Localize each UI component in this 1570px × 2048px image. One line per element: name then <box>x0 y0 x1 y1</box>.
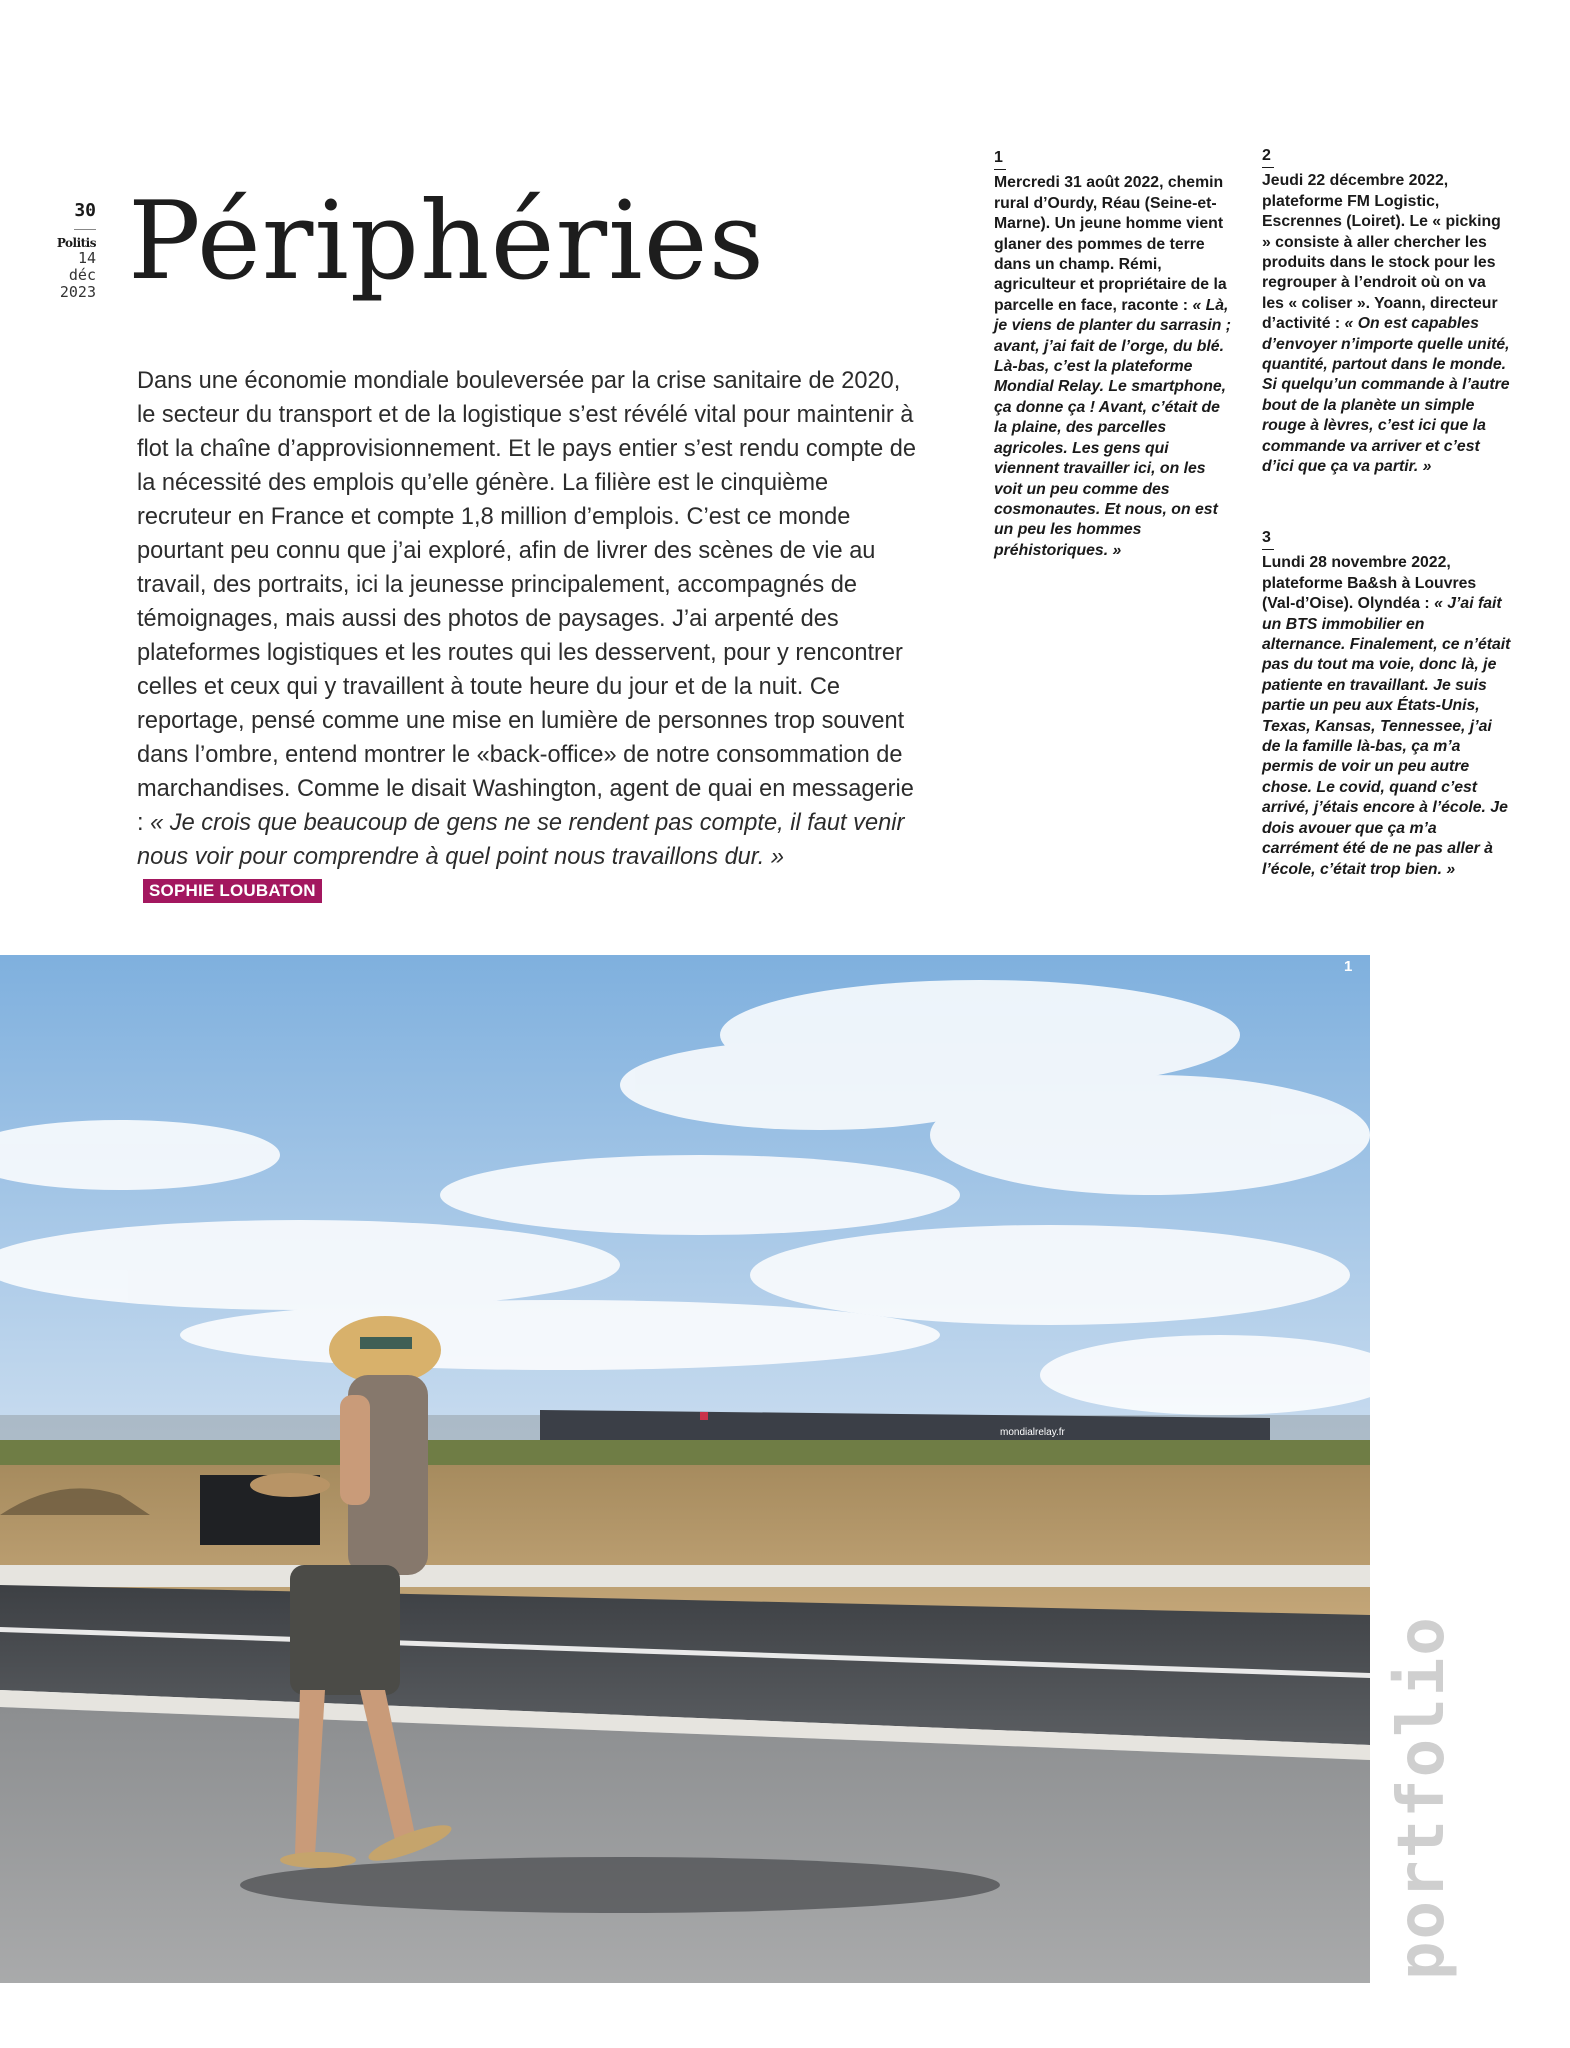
caption-number: 1 <box>994 148 1006 170</box>
shorts <box>290 1565 400 1695</box>
intro-body: Dans une économie mondiale bouleversée par la crise sanitaire de 2020, le secteur du transport et de la logistique s’est révélé vital pour maintenir à flot la chaîne d’approvisionnement. Et le pays entier s’est rendu compte de la nécessité des emplois qu’elle génère. La filière est le cinquième recruteur en France et compte 1,8 million d’emplois. C’est ce monde pourtant peu connu que j’ai exploré, afin de livrer des scènes de vie au travail, des portraits, ici la jeunesse principalement, accompagnés de témoignages, mais aussi des photos de paysages. J’ai arpenté des plateformes logistiques et les routes qui les desservent, pour y rencontrer celles et ceux qui y travaillent à toute heure du jour et de la nuit. Ce reportage, pensé comme une mise en lumière de personnes trop souvent dans l’ombre, entend montrer le «back-office» de notre consommation de marchandises. Comme le disait Washington, agent de quai en messagerie : <box>137 368 917 836</box>
straw-hat <box>329 1316 441 1384</box>
caption-quote: « On est capables d’envoyer n’importe quelle unité, quantité, partout dans le monde. Si quelqu’un commande à l’autre bout de la planète un simple rouge à lèvres, c’est ici que la commande va arriver et c’est d’ici que ça va partir. » <box>1262 315 1510 476</box>
folio <box>40 200 96 301</box>
caption-text <box>1262 553 1512 880</box>
author-credit: SOPHIE LOUBATON <box>143 879 322 903</box>
shadow <box>240 1857 1000 1913</box>
caption-text <box>994 173 1234 561</box>
caption-lead: Jeudi 22 décembre 2022, plateforme FM Logistic, Escrennes (Loiret). Le « picking » consiste à aller chercher les produits dans le stock pour les regrouper à l’endroit où on va les « coliser ». Yoann, directeur d’activité : <box>1262 172 1501 333</box>
photo-field-road <box>0 955 1370 1983</box>
caption-lead: Lundi 28 novembre 2022, plateforme Ba&sh à Louvres (Val-d’Oise). Olyndéa : <box>1262 554 1477 613</box>
intro-quote: « Je crois que beaucoup de gens ne se rendent pas compte, il faut venir nous voir pour comprendre à quel point nous travaillons dur. » <box>137 810 905 870</box>
photo-number: 1 <box>1344 958 1353 975</box>
caption-2 <box>1262 146 1512 478</box>
section-label: portfolio <box>1385 1615 1459 1980</box>
publication-logo: Politis <box>56 236 96 250</box>
caption-quote: « J’ai fait un BTS immobilier en alternance. Finalement, ce n’était pas du tout ma voie, donc là, je patiente en travaillant. Je suis partie un peu aux États-Unis, Texas, Kansas, Tennessee, j’ai de la famille là-bas, ça m’a permis de voir un peu autre chose. Le covid, quand c’est arrivé, j’étais encore à l’école. Je dois avouer que ça m’a carrément été de ne pas aller à l’école, c’était trop bien. » <box>1262 595 1511 878</box>
issue-day: 14 <box>77 249 96 267</box>
caption-lead: Mercredi 31 août 2022, chemin rural d’Ourdy, Réau (Seine-et-Marne). Un jeune homme vient glaner des pommes de terre dans un champ. Rémi, agriculteur et propriétaire de la parcelle en face, raconte : <box>994 174 1227 314</box>
road-edge <box>0 1565 1370 1587</box>
caption-quote: « Là, je viens de planter du sarrasin ; avant, j’ai fait de l’orge, du blé. Là-bas, c’est la plateforme Mondial Relay. Le smartphone, ça donne ça ! Avant, c’était de la plaine, des parcelles agricoles. Les gens qui viennent travailler ici, on les voit un peu comme des cosmonautes. Et nous, on est un peu les hommes préhistoriques. » <box>994 296 1232 559</box>
issue-month: déc <box>68 266 96 284</box>
folio-rule <box>74 229 96 230</box>
issue-year: 2023 <box>59 283 96 301</box>
photo-illustration <box>0 955 1370 1983</box>
caption-number: 3 <box>1262 528 1274 550</box>
caption-1 <box>994 148 1234 561</box>
caption-number: 2 <box>1262 146 1274 168</box>
caption-text <box>1262 171 1512 477</box>
caption-3 <box>1262 528 1512 880</box>
warehouse-sign: mondialrelay.fr <box>1000 1427 1065 1438</box>
intro-paragraph <box>137 364 917 908</box>
article-title: Périphéries <box>128 179 766 304</box>
page-number: 30 <box>74 200 96 221</box>
